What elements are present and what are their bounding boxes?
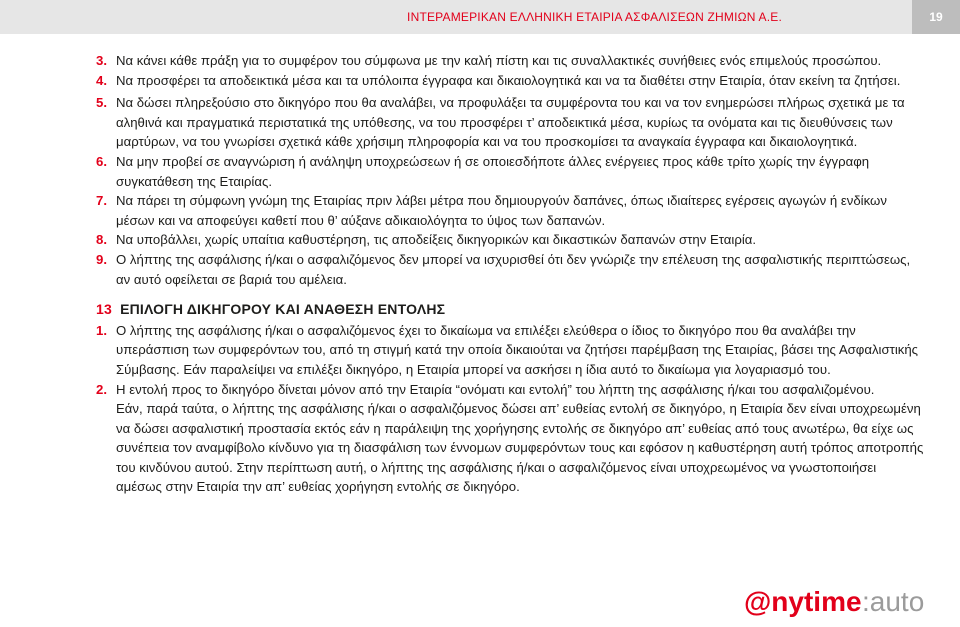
page-number: 19	[912, 0, 960, 34]
item-number: 5.	[96, 95, 107, 111]
item-number: 7.	[96, 193, 107, 209]
item-text: Να πάρει τη σύμφωνη γνώμη της Εταιρίας πριν λάβει μέτρα που δημιουργούν δαπάνες, όπως ιδιαίτερες εγέρσεις αγωγών ή ενδίκων μέσων και να αποφεύγει καθετί που θ’ αύξανε αδικαιολόγητα το ύψος των δαπανών.	[116, 193, 887, 228]
item-text: Να προσφέρει τα αποδεικτικά μέσα και τα υπόλοιπα έγγραφα και δικαιολογητικά και να τα διαθέτει στην Εταιρία, όταν εκείνη τα ζητήσει.	[116, 72, 901, 88]
section-title: ΕΠΙΛΟΓΗ ΔΙΚΗΓΟΡΟΥ ΚΑΙ ΑΝΑΘΕΣΗ ΕΝΤΟΛΗΣ	[120, 301, 446, 318]
list-item	[96, 230, 924, 250]
item-text: Ο λήπτης της ασφάλισης ή/και ο ασφαλιζόμενος έχει το δικαίωμα να επιλέξει ελεύθερα ο ίδιος το δικηγόρο που θα αναλάβει την υπεράσπιση των συμφερόντων του, από τη στιγμή κατά την οποία δικαιούται να ζητήσει παρέμβαση της Εταιρίας, βάσει της Ασφαλιστικής Σύμβασης. Εάν παραλείψει να επιλέξει δικηγόρο, η Εταιρία μπορεί να ασκήσει η ίδια αυτό το δικαίωμα για λογαριασμό του.	[116, 322, 919, 377]
list-item	[96, 93, 924, 152]
item-text: Να δώσει πληρεξούσιο στο δικηγόρο που θα αναλάβει, να προφυλάξει τα συμφέροντα του και να τον ενημερώσει πλήρως σχετικά με τα αληθινά και πραγματικά περιστατικά της υπόθεσης, να του προσφέρει τ’ αποδεικτικά μέσα, κυρίως τα ονόματα και τις διευθύνσεις των μαρτύρων, να του γνωρίσει σχετικά κάθε χρήσιμη πληροφορία και να του προσκομίσει τα αναγκαία έγγραφα και δικαιολογητικά.	[116, 95, 905, 150]
logo-text-main: @nytime	[744, 586, 862, 617]
anytime-auto-logo	[744, 585, 934, 619]
section-heading	[96, 300, 924, 320]
item-text: Να υποβάλλει, χωρίς υπαίτια καθυστέρηση, τις αποδείξεις δικηγορικών και δικαστικών δαπανών στην Εταιρία.	[116, 232, 757, 248]
list-item	[96, 191, 924, 230]
item-number: 9.	[96, 251, 107, 267]
item-number: 6.	[96, 153, 107, 169]
item-text-continued: Εάν, παρά ταύτα, ο λήπτης της ασφάλισης ή/και ο ασφαλιζόμενος δώσει απ’ ευθείας εντολή σε δικηγόρο, η Εταιρία δεν είναι υποχρεωμένη να δώσει ασφαλιστική προστασία εκτός εάν η παράλειψη της χορήγησης εντολής σε δικηγόρο απ’ ευθείας από τους ανωτέρω, θα είχε ως συνέπεια τον αναμφίβολο κίνδυνο για τη διασφάλιση των έννομων συμφερόντων τους και εφόσον η καθυστέρηση αυτή τρόπος αποτροπής του κινδύνου αυτού. Στην περίπτωση αυτή, ο λήπτης της ασφάλισης ή/και ο ασφαλιζόμενος είναι υποχρεωμένος να γνωστοποιήσει αμέσως στην Εταιρία την απ’ ευθείας χορήγηση εντολής σε δικηγόρο.	[116, 401, 924, 495]
header-title: ΙΝΤΕΡΑΜΕΡΙΚΑΝ ΕΛΛΗΝΙΚΗ ΕΤΑΙΡΙΑ ΑΣΦΑΛΙΣΕΩΝ ΖΗΜΙΩΝ Α.Ε.	[407, 10, 782, 24]
item-text: Η εντολή προς το δικηγόρο δίνεται μόνον από την Εταιρία “ονόματι και εντολή” του λήπτη της ασφάλισης ή/και του ασφαλιζομένου.	[116, 381, 875, 397]
item-text: Να κάνει κάθε πράξη για το συμφέρον του σύμφωνα με την καλή πίστη και τις συναλλακτικές συνήθειες ενός επιμελούς προσώπου.	[116, 53, 882, 68]
list-item	[96, 71, 924, 91]
header-band	[0, 0, 960, 34]
section-number: 13	[96, 301, 112, 318]
list-item	[96, 380, 924, 498]
list-item	[96, 152, 924, 191]
item-number: 4.	[96, 72, 107, 88]
item-number: 3.	[96, 53, 107, 68]
logo-graphic	[744, 585, 934, 619]
list-item	[96, 321, 924, 380]
item-text: Ο λήπτης της ασφάλισης ή/και ο ασφαλιζόμενος δεν μπορεί να ισχυρισθεί ότι δεν γνώριζε την επέλευση της ασφαλιστικής περιπτώσεως, αν αυτό οφείλεται σε βαριά του αμέλεια.	[116, 251, 911, 287]
item-number: 1.	[96, 322, 107, 338]
item-number: 2.	[96, 381, 107, 397]
list-item	[96, 51, 924, 71]
item-number: 8.	[96, 232, 107, 248]
list-item	[96, 250, 924, 289]
item-text: Να μην προβεί σε αναγνώριση ή ανάληψη υποχρεώσεων ή σε οποιεσδήποτε άλλες ενέργειες προς κάθε τρίτο χωρίς την έγγραφη συγκατάθεση της Εταιρίας.	[116, 153, 870, 189]
logo-text-sub: :auto	[862, 586, 925, 617]
document-body	[96, 51, 924, 497]
